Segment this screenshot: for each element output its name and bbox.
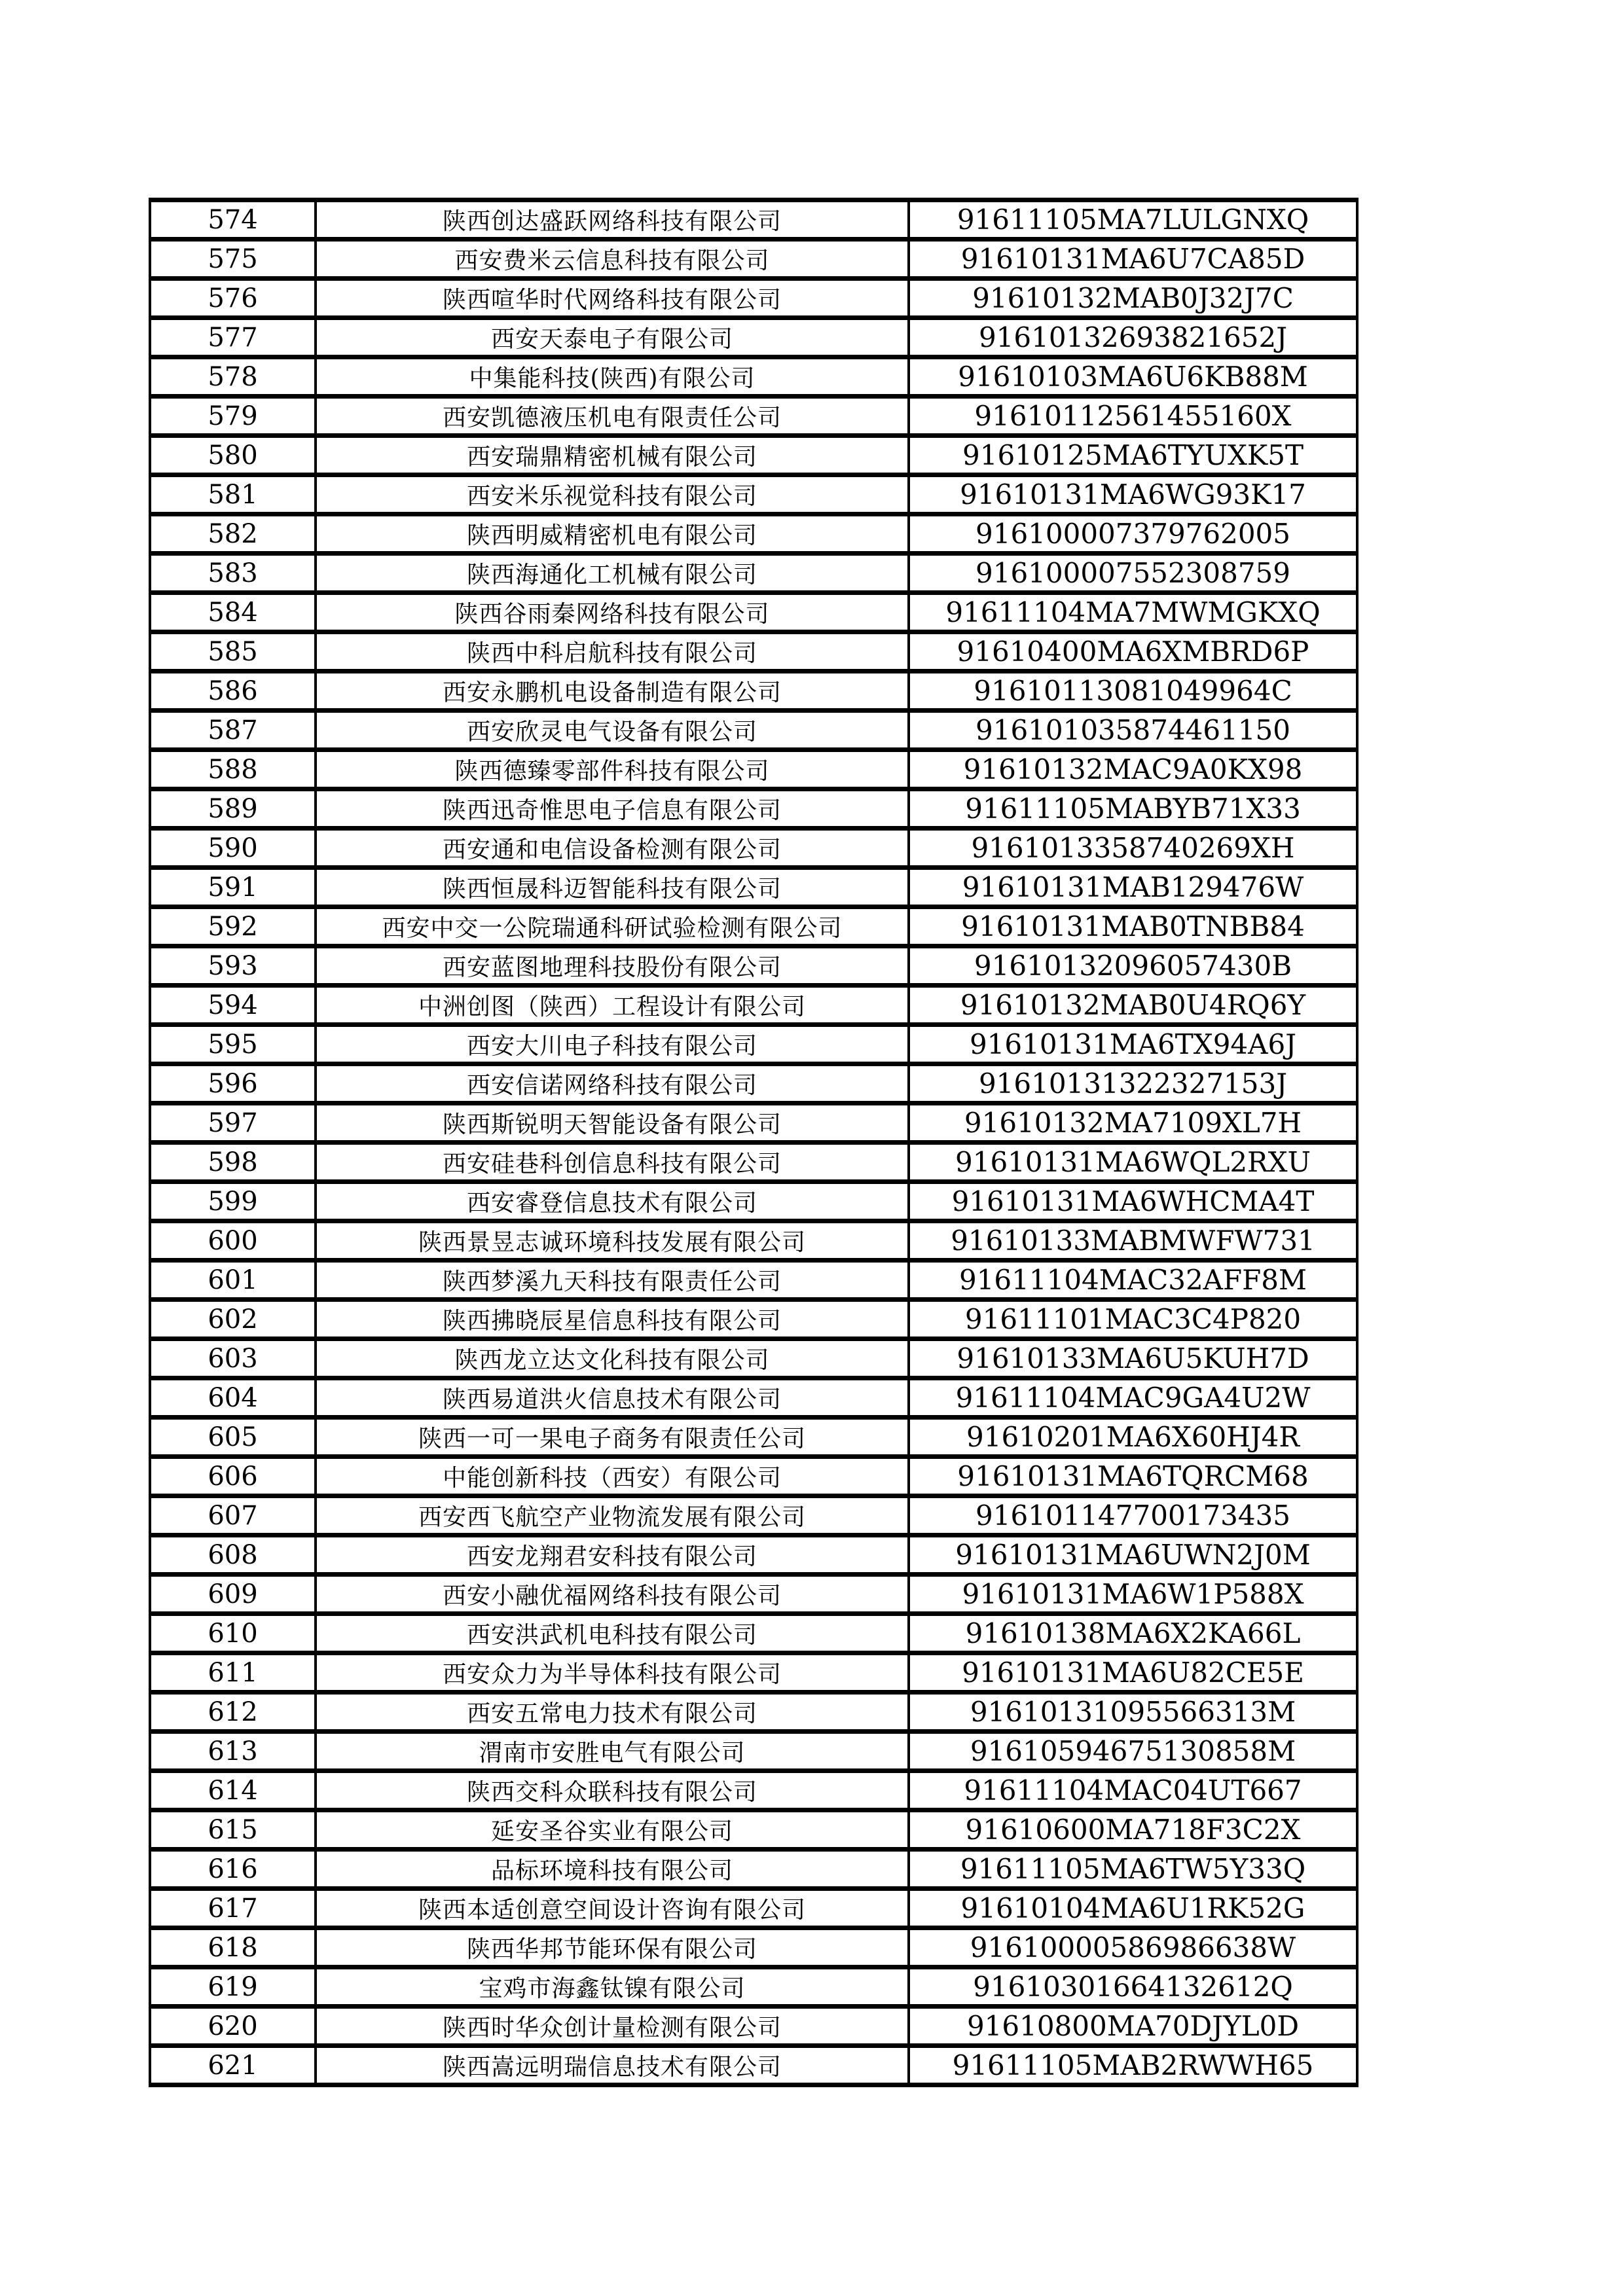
table-row bbox=[150, 672, 1357, 711]
company-name-cell: 陕西梦溪九天科技有限责任公司 bbox=[316, 1261, 909, 1300]
table-row bbox=[150, 2046, 1357, 2085]
row-number-cell: 601 bbox=[150, 1261, 316, 1300]
row-number-cell: 576 bbox=[150, 279, 316, 318]
row-number-cell: 593 bbox=[150, 946, 316, 986]
table-row bbox=[150, 750, 1357, 789]
row-number-cell: 577 bbox=[150, 318, 316, 357]
credit-code-cell: 91610000586986638W bbox=[909, 1928, 1357, 1967]
table-row bbox=[150, 1182, 1357, 1221]
company-name-cell: 陕西嵩远明瑞信息技术有限公司 bbox=[316, 2046, 909, 2085]
company-name-cell: 西安通和电信设备检测有限公司 bbox=[316, 829, 909, 868]
company-name-cell: 西安五常电力技术有限公司 bbox=[316, 1693, 909, 1732]
row-number-cell: 583 bbox=[150, 554, 316, 593]
table-row bbox=[150, 1221, 1357, 1261]
company-name-cell: 陕西恒晟科迈智能科技有限公司 bbox=[316, 868, 909, 907]
company-name-cell: 陕西一可一果电子商务有限责任公司 bbox=[316, 1418, 909, 1457]
company-name-cell: 陕西拂晓辰星信息科技有限公司 bbox=[316, 1300, 909, 1339]
row-number-cell: 580 bbox=[150, 436, 316, 475]
table-row bbox=[150, 1496, 1357, 1535]
table-row bbox=[150, 1771, 1357, 1810]
row-number-cell: 578 bbox=[150, 357, 316, 397]
credit-code-cell: 91610133MABMWFW731 bbox=[909, 1221, 1357, 1261]
row-number-cell: 603 bbox=[150, 1339, 316, 1378]
table-row bbox=[150, 632, 1357, 672]
company-name-cell: 渭南市安胜电气有限公司 bbox=[316, 1732, 909, 1771]
company-name-cell: 陕西斯锐明天智能设备有限公司 bbox=[316, 1103, 909, 1143]
credit-code-cell: 91611105MA7LULGNXQ bbox=[909, 200, 1357, 240]
table-row bbox=[150, 475, 1357, 514]
credit-code-cell: 91610132MAB0J32J7C bbox=[909, 279, 1357, 318]
table-row bbox=[150, 789, 1357, 829]
table-row bbox=[150, 1418, 1357, 1457]
table-row bbox=[150, 1535, 1357, 1575]
table-row bbox=[150, 436, 1357, 475]
table-row bbox=[150, 514, 1357, 554]
row-number-cell: 574 bbox=[150, 200, 316, 240]
row-number-cell: 591 bbox=[150, 868, 316, 907]
credit-code-cell: 91610132MAB0U4RQ6Y bbox=[909, 986, 1357, 1025]
company-table bbox=[149, 198, 1359, 2087]
row-number-cell: 592 bbox=[150, 907, 316, 946]
row-number-cell: 595 bbox=[150, 1025, 316, 1064]
company-name-cell: 西安中交一公院瑞通科研试验检测有限公司 bbox=[316, 907, 909, 946]
row-number-cell: 589 bbox=[150, 789, 316, 829]
company-name-cell: 陕西德臻零部件科技有限公司 bbox=[316, 750, 909, 789]
table-row bbox=[150, 318, 1357, 357]
row-number-cell: 617 bbox=[150, 1889, 316, 1928]
credit-code-cell: 91610103MA6U6KB88M bbox=[909, 357, 1357, 397]
row-number-cell: 606 bbox=[150, 1457, 316, 1496]
row-number-cell: 597 bbox=[150, 1103, 316, 1143]
credit-code-cell: 91610112561455160X bbox=[909, 397, 1357, 436]
table-row bbox=[150, 1732, 1357, 1771]
company-name-cell: 西安西飞航空产业物流发展有限公司 bbox=[316, 1496, 909, 1535]
table-row bbox=[150, 1457, 1357, 1496]
row-number-cell: 613 bbox=[150, 1732, 316, 1771]
company-name-cell: 陕西喧华时代网络科技有限公司 bbox=[316, 279, 909, 318]
row-number-cell: 616 bbox=[150, 1850, 316, 1889]
credit-code-cell: 91610400MA6XMBRD6P bbox=[909, 632, 1357, 672]
row-number-cell: 614 bbox=[150, 1771, 316, 1810]
credit-code-cell: 916100007379762005 bbox=[909, 514, 1357, 554]
row-number-cell: 582 bbox=[150, 514, 316, 554]
row-number-cell: 620 bbox=[150, 2007, 316, 2046]
credit-code-cell: 91610132MAC9A0KX98 bbox=[909, 750, 1357, 789]
credit-code-cell: 91610131MA6TQRCM68 bbox=[909, 1457, 1357, 1496]
credit-code-cell: 91611104MAC04UT667 bbox=[909, 1771, 1357, 1810]
credit-code-cell: 91610131322327153J bbox=[909, 1064, 1357, 1103]
table-row bbox=[150, 711, 1357, 750]
company-name-cell: 陕西易道洪火信息技术有限公司 bbox=[316, 1378, 909, 1418]
company-name-cell: 陕西谷雨秦网络科技有限公司 bbox=[316, 593, 909, 632]
company-name-cell: 西安洪武机电科技有限公司 bbox=[316, 1614, 909, 1653]
company-name-cell: 陕西华邦节能环保有限公司 bbox=[316, 1928, 909, 1967]
row-number-cell: 590 bbox=[150, 829, 316, 868]
credit-code-cell: 91610131MA6W1P588X bbox=[909, 1575, 1357, 1614]
credit-code-cell: 91611104MA7MWMGKXQ bbox=[909, 593, 1357, 632]
table-row bbox=[150, 868, 1357, 907]
row-number-cell: 612 bbox=[150, 1693, 316, 1732]
company-name-cell: 西安睿登信息技术有限公司 bbox=[316, 1182, 909, 1221]
company-name-cell: 中能创新科技（西安）有限公司 bbox=[316, 1457, 909, 1496]
credit-code-cell: 916101147700173435 bbox=[909, 1496, 1357, 1535]
company-name-cell: 陕西交科众联科技有限公司 bbox=[316, 1771, 909, 1810]
credit-code-cell: 91610104MA6U1RK52G bbox=[909, 1889, 1357, 1928]
row-number-cell: 588 bbox=[150, 750, 316, 789]
company-name-cell: 陕西时华众创计量检测有限公司 bbox=[316, 2007, 909, 2046]
table-body bbox=[150, 200, 1357, 2085]
credit-code-cell: 91611104MAC9GA4U2W bbox=[909, 1378, 1357, 1418]
credit-code-cell: 91610138MA6X2KA66L bbox=[909, 1614, 1357, 1653]
credit-code-cell: 91610800MA70DJYL0D bbox=[909, 2007, 1357, 2046]
credit-code-cell: 91610125MA6TYUXK5T bbox=[909, 436, 1357, 475]
company-name-cell: 西安硅巷科创信息科技有限公司 bbox=[316, 1143, 909, 1182]
table-row bbox=[150, 1064, 1357, 1103]
company-name-cell: 陕西海通化工机械有限公司 bbox=[316, 554, 909, 593]
company-name-cell: 西安蓝图地理科技股份有限公司 bbox=[316, 946, 909, 986]
table-row bbox=[150, 1810, 1357, 1850]
company-name-cell: 陕西本适创意空间设计咨询有限公司 bbox=[316, 1889, 909, 1928]
row-number-cell: 605 bbox=[150, 1418, 316, 1457]
table-row bbox=[150, 1103, 1357, 1143]
company-name-cell: 陕西明威精密机电有限公司 bbox=[316, 514, 909, 554]
row-number-cell: 600 bbox=[150, 1221, 316, 1261]
credit-code-cell: 9161013358740269XH bbox=[909, 829, 1357, 868]
company-name-cell: 陕西中科启航科技有限公司 bbox=[316, 632, 909, 672]
table-row bbox=[150, 1378, 1357, 1418]
company-name-cell: 品标环境科技有限公司 bbox=[316, 1850, 909, 1889]
table-row bbox=[150, 593, 1357, 632]
table-row bbox=[150, 829, 1357, 868]
company-name-cell: 中洲创图（陕西）工程设计有限公司 bbox=[316, 986, 909, 1025]
document-page bbox=[149, 198, 1356, 2087]
credit-code-cell: 91610131MA6WHCMA4T bbox=[909, 1182, 1357, 1221]
table-row bbox=[150, 357, 1357, 397]
credit-code-cell: 91611105MABYB71X33 bbox=[909, 789, 1357, 829]
company-name-cell: 西安永鹏机电设备制造有限公司 bbox=[316, 672, 909, 711]
table-row bbox=[150, 2007, 1357, 2046]
company-name-cell: 西安小融优福网络科技有限公司 bbox=[316, 1575, 909, 1614]
company-name-cell: 西安大川电子科技有限公司 bbox=[316, 1025, 909, 1064]
credit-code-cell: 91610131MAB0TNBB84 bbox=[909, 907, 1357, 946]
company-name-cell: 宝鸡市海鑫钛镍有限公司 bbox=[316, 1967, 909, 2007]
table-row bbox=[150, 1928, 1357, 1967]
credit-code-cell: 91610131MA6TX94A6J bbox=[909, 1025, 1357, 1064]
row-number-cell: 618 bbox=[150, 1928, 316, 1967]
table-row bbox=[150, 1261, 1357, 1300]
row-number-cell: 594 bbox=[150, 986, 316, 1025]
table-row bbox=[150, 1889, 1357, 1928]
table-row bbox=[150, 1850, 1357, 1889]
credit-code-cell: 91610132693821652J bbox=[909, 318, 1357, 357]
row-number-cell: 587 bbox=[150, 711, 316, 750]
credit-code-cell: 91610131095566313M bbox=[909, 1693, 1357, 1732]
table-row bbox=[150, 1967, 1357, 2007]
credit-code-cell: 916101035874461150 bbox=[909, 711, 1357, 750]
row-number-cell: 581 bbox=[150, 475, 316, 514]
credit-code-cell: 916100007552308759 bbox=[909, 554, 1357, 593]
company-name-cell: 西安天泰电子有限公司 bbox=[316, 318, 909, 357]
table-row bbox=[150, 200, 1357, 240]
table-row bbox=[150, 1614, 1357, 1653]
credit-code-cell: 91610131MAB129476W bbox=[909, 868, 1357, 907]
table-row bbox=[150, 240, 1357, 279]
table-row bbox=[150, 946, 1357, 986]
credit-code-cell: 91610133MA6U5KUH7D bbox=[909, 1339, 1357, 1378]
row-number-cell: 596 bbox=[150, 1064, 316, 1103]
row-number-cell: 598 bbox=[150, 1143, 316, 1182]
table-row bbox=[150, 1025, 1357, 1064]
table-row bbox=[150, 397, 1357, 436]
row-number-cell: 602 bbox=[150, 1300, 316, 1339]
row-number-cell: 608 bbox=[150, 1535, 316, 1575]
credit-code-cell: 91611105MAB2RWWH65 bbox=[909, 2046, 1357, 2085]
table-row bbox=[150, 554, 1357, 593]
credit-code-cell: 91610132MA7109XL7H bbox=[909, 1103, 1357, 1143]
row-number-cell: 615 bbox=[150, 1810, 316, 1850]
company-name-cell: 陕西龙立达文化科技有限公司 bbox=[316, 1339, 909, 1378]
credit-code-cell: 91610113081049964C bbox=[909, 672, 1357, 711]
company-name-cell: 西安信诺网络科技有限公司 bbox=[316, 1064, 909, 1103]
table-row bbox=[150, 279, 1357, 318]
company-name-cell: 西安欣灵电气设备有限公司 bbox=[316, 711, 909, 750]
credit-code-cell: 91610131MA6WQL2RXU bbox=[909, 1143, 1357, 1182]
company-name-cell: 西安米乐视觉科技有限公司 bbox=[316, 475, 909, 514]
row-number-cell: 621 bbox=[150, 2046, 316, 2085]
company-name-cell: 西安龙翔君安科技有限公司 bbox=[316, 1535, 909, 1575]
row-number-cell: 604 bbox=[150, 1378, 316, 1418]
row-number-cell: 586 bbox=[150, 672, 316, 711]
company-name-cell: 西安众力为半导体科技有限公司 bbox=[316, 1653, 909, 1693]
company-name-cell: 陕西迅奇惟思电子信息有限公司 bbox=[316, 789, 909, 829]
company-name-cell: 西安费米云信息科技有限公司 bbox=[316, 240, 909, 279]
credit-code-cell: 91610131MA6WG93K17 bbox=[909, 475, 1357, 514]
row-number-cell: 585 bbox=[150, 632, 316, 672]
row-number-cell: 611 bbox=[150, 1653, 316, 1693]
company-name-cell: 西安瑞鼎精密机械有限公司 bbox=[316, 436, 909, 475]
table-row bbox=[150, 1339, 1357, 1378]
company-name-cell: 延安圣谷实业有限公司 bbox=[316, 1810, 909, 1850]
credit-code-cell: 91610594675130858M bbox=[909, 1732, 1357, 1771]
table-row bbox=[150, 1300, 1357, 1339]
company-name-cell: 中集能科技(陕西)有限公司 bbox=[316, 357, 909, 397]
credit-code-cell: 91611105MA6TW5Y33Q bbox=[909, 1850, 1357, 1889]
row-number-cell: 609 bbox=[150, 1575, 316, 1614]
table-row bbox=[150, 1693, 1357, 1732]
row-number-cell: 610 bbox=[150, 1614, 316, 1653]
table-row bbox=[150, 986, 1357, 1025]
row-number-cell: 599 bbox=[150, 1182, 316, 1221]
table-row bbox=[150, 907, 1357, 946]
table-row bbox=[150, 1143, 1357, 1182]
credit-code-cell: 91611104MAC32AFF8M bbox=[909, 1261, 1357, 1300]
row-number-cell: 584 bbox=[150, 593, 316, 632]
credit-code-cell: 91610131MA6U82CE5E bbox=[909, 1653, 1357, 1693]
credit-code-cell: 91611101MAC3C4P820 bbox=[909, 1300, 1357, 1339]
row-number-cell: 575 bbox=[150, 240, 316, 279]
table-row bbox=[150, 1575, 1357, 1614]
company-name-cell: 西安凯德液压机电有限责任公司 bbox=[316, 397, 909, 436]
credit-code-cell: 91610600MA718F3C2X bbox=[909, 1810, 1357, 1850]
credit-code-cell: 91610301664132612Q bbox=[909, 1967, 1357, 2007]
company-name-cell: 陕西景昱志诚环境科技发展有限公司 bbox=[316, 1221, 909, 1261]
company-name-cell: 陕西创达盛跃网络科技有限公司 bbox=[316, 200, 909, 240]
credit-code-cell: 91610132096057430B bbox=[909, 946, 1357, 986]
row-number-cell: 619 bbox=[150, 1967, 316, 2007]
credit-code-cell: 91610201MA6X60HJ4R bbox=[909, 1418, 1357, 1457]
credit-code-cell: 91610131MA6UWN2J0M bbox=[909, 1535, 1357, 1575]
row-number-cell: 579 bbox=[150, 397, 316, 436]
table-row bbox=[150, 1653, 1357, 1693]
credit-code-cell: 91610131MA6U7CA85D bbox=[909, 240, 1357, 279]
row-number-cell: 607 bbox=[150, 1496, 316, 1535]
